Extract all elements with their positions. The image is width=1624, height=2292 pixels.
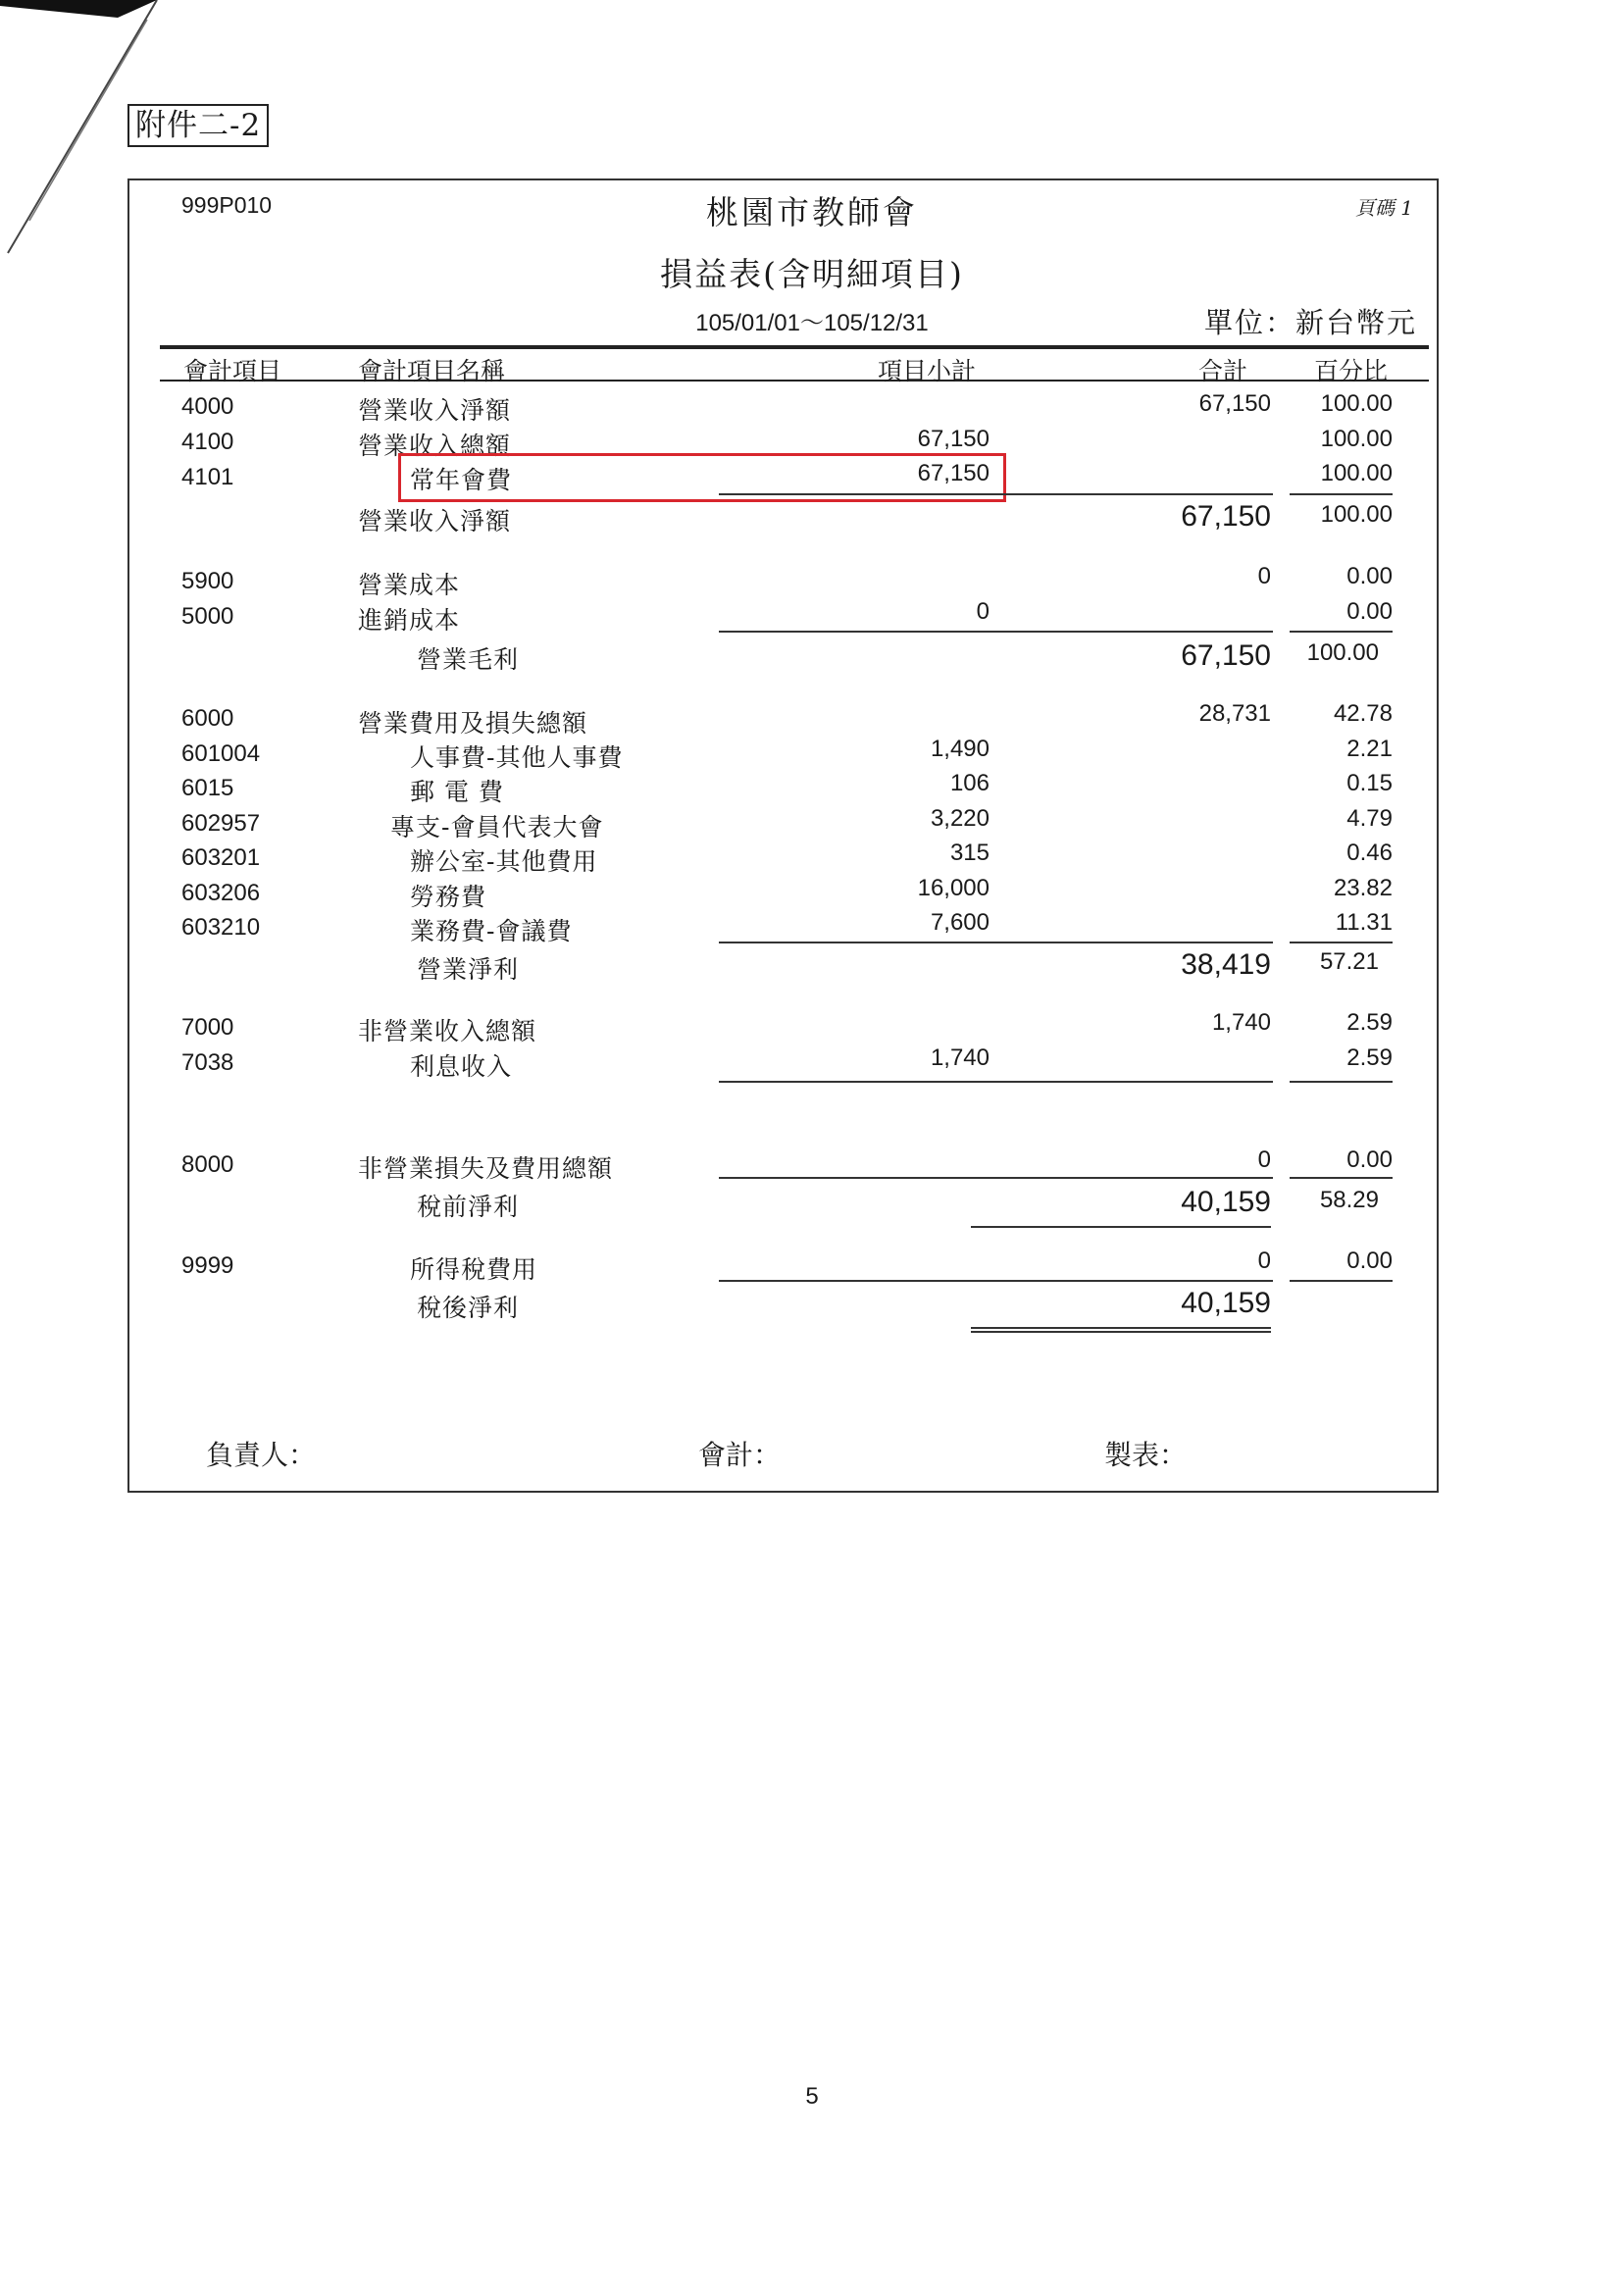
row-name: 郵 電 費	[410, 778, 504, 806]
row-code: 603201	[181, 844, 261, 871]
total-rule	[971, 1226, 1271, 1228]
row-name: 營業收入淨額	[358, 507, 512, 535]
signature-accountant: 會計：	[698, 1439, 782, 1471]
col-header-name: 會計項目名稱	[358, 357, 506, 385]
row-code: 7000	[181, 1014, 234, 1041]
row-percent: 0.00	[1346, 598, 1393, 625]
row-subtotal: 7,600	[930, 909, 990, 936]
row-percent: 42.78	[1333, 700, 1393, 727]
row-code: 601004	[181, 740, 261, 767]
row-percent: 100.00	[1306, 639, 1379, 666]
row-name: 常年會費	[410, 466, 513, 494]
row-subtotal: 67,150	[917, 426, 990, 452]
report-title: 損益表(含明細項目)	[660, 255, 964, 293]
double-rule	[971, 1327, 1271, 1333]
total-rule	[998, 942, 1273, 943]
row-percent: 2.59	[1346, 1009, 1393, 1036]
total-rule	[998, 1177, 1273, 1179]
signature-responsible: 負責人：	[206, 1439, 317, 1471]
row-percent: 100.00	[1320, 460, 1393, 486]
row-percent: 11.31	[1335, 909, 1393, 936]
row-subtotal: 106	[949, 770, 990, 796]
row-code: 603206	[181, 880, 261, 906]
row-percent: 0.46	[1346, 840, 1393, 866]
row-name: 營業收入總額	[358, 432, 512, 460]
row-name: 人事費-其他人事費	[410, 743, 624, 772]
row-total: 38,419	[1181, 948, 1271, 981]
col-header-subtotal: 項目小計	[878, 357, 977, 385]
row-percent: 23.82	[1333, 875, 1393, 901]
percent-rule	[1290, 1177, 1393, 1179]
subtotal-rule	[719, 1081, 1003, 1083]
row-name: 稅前淨利	[417, 1193, 520, 1221]
signature-preparer: 製表：	[1104, 1439, 1188, 1471]
col-header-code: 會計項目	[183, 357, 282, 385]
total-rule	[998, 1280, 1273, 1282]
row-code: 9999	[181, 1252, 234, 1279]
row-percent: 0.00	[1346, 563, 1393, 589]
row-name: 專支-會員代表大會	[390, 813, 604, 841]
attachment-label: 附件二-2	[127, 104, 269, 147]
row-code: 7038	[181, 1049, 234, 1076]
row-percent: 4.79	[1346, 805, 1393, 832]
row-percent: 2.59	[1346, 1044, 1393, 1071]
row-code: 4000	[181, 393, 234, 420]
total-rule	[998, 493, 1273, 495]
percent-rule	[1290, 493, 1393, 495]
subtotal-rule	[719, 1280, 1003, 1282]
row-percent: 58.29	[1319, 1187, 1379, 1213]
row-percent: 100.00	[1320, 426, 1393, 452]
col-header-percent: 百分比	[1314, 357, 1389, 385]
row-subtotal: 0	[976, 598, 990, 625]
row-name: 業務費-會議費	[410, 917, 573, 945]
row-total: 67,150	[1181, 639, 1271, 672]
total-rule	[998, 1081, 1273, 1083]
row-total: 67,150	[1181, 500, 1271, 533]
row-subtotal: 1,740	[930, 1044, 990, 1071]
report-code: 999P010	[181, 192, 273, 218]
row-percent: 0.00	[1346, 1146, 1393, 1173]
subtotal-rule	[719, 1177, 1003, 1179]
row-total: 0	[1257, 563, 1271, 589]
subtotal-rule	[719, 493, 1003, 495]
col-header-total: 合計	[1198, 357, 1248, 385]
page-number: 5	[805, 2083, 819, 2110]
row-name: 營業費用及損失總額	[358, 709, 588, 738]
row-subtotal: 67,150	[917, 460, 990, 486]
header-top-rule	[160, 345, 1429, 349]
row-name: 非營業收入總額	[358, 1017, 537, 1045]
percent-rule	[1290, 631, 1393, 633]
row-code: 6000	[181, 705, 234, 732]
row-name: 辦公室-其他費用	[410, 847, 598, 876]
page-mark: 頁碼 1	[1354, 196, 1413, 220]
row-name: 營業淨利	[417, 955, 520, 984]
row-percent: 0.00	[1346, 1248, 1393, 1274]
row-total: 28,731	[1198, 700, 1271, 727]
row-subtotal: 16,000	[917, 875, 990, 901]
organization-title: 桃園市教師會	[706, 193, 918, 231]
row-name: 稅後淨利	[417, 1294, 520, 1322]
row-name: 利息收入	[410, 1052, 513, 1081]
row-subtotal: 3,220	[930, 805, 990, 832]
percent-rule	[1290, 1081, 1393, 1083]
row-percent: 57.21	[1319, 948, 1379, 975]
row-code: 602957	[181, 810, 261, 837]
row-code: 603210	[181, 914, 261, 941]
subtotal-rule	[719, 942, 1003, 943]
row-percent: 100.00	[1320, 501, 1393, 528]
percent-rule	[1290, 1280, 1393, 1282]
row-total: 40,159	[1181, 1287, 1271, 1319]
row-name: 非營業損失及費用總額	[358, 1154, 614, 1183]
percent-rule	[1290, 942, 1393, 943]
row-percent: 0.15	[1346, 770, 1393, 796]
row-name: 營業收入淨額	[358, 396, 512, 425]
row-total: 0	[1257, 1248, 1271, 1274]
row-total: 1,740	[1211, 1009, 1271, 1036]
row-total: 40,159	[1181, 1186, 1271, 1218]
row-subtotal: 315	[949, 840, 990, 866]
row-code: 5900	[181, 568, 234, 594]
row-subtotal: 1,490	[930, 736, 990, 762]
subtotal-rule	[719, 631, 1003, 633]
row-code: 5000	[181, 603, 234, 630]
row-total: 67,150	[1198, 390, 1271, 417]
row-code: 4100	[181, 429, 234, 455]
row-total: 0	[1257, 1146, 1271, 1173]
report-period: 105/01/01～105/12/31	[695, 310, 929, 336]
row-name: 進銷成本	[358, 606, 461, 635]
row-code: 8000	[181, 1151, 234, 1178]
row-name: 營業毛利	[417, 645, 520, 674]
row-name: 所得稅費用	[410, 1255, 538, 1284]
row-percent: 2.21	[1346, 736, 1393, 762]
row-percent: 100.00	[1320, 390, 1393, 417]
row-name: 營業成本	[358, 571, 461, 599]
currency-unit: 單位：新台幣元	[1204, 306, 1418, 339]
row-name: 勞務費	[410, 883, 487, 911]
row-code: 4101	[181, 464, 234, 490]
total-rule	[998, 631, 1273, 633]
row-code: 6015	[181, 775, 234, 801]
